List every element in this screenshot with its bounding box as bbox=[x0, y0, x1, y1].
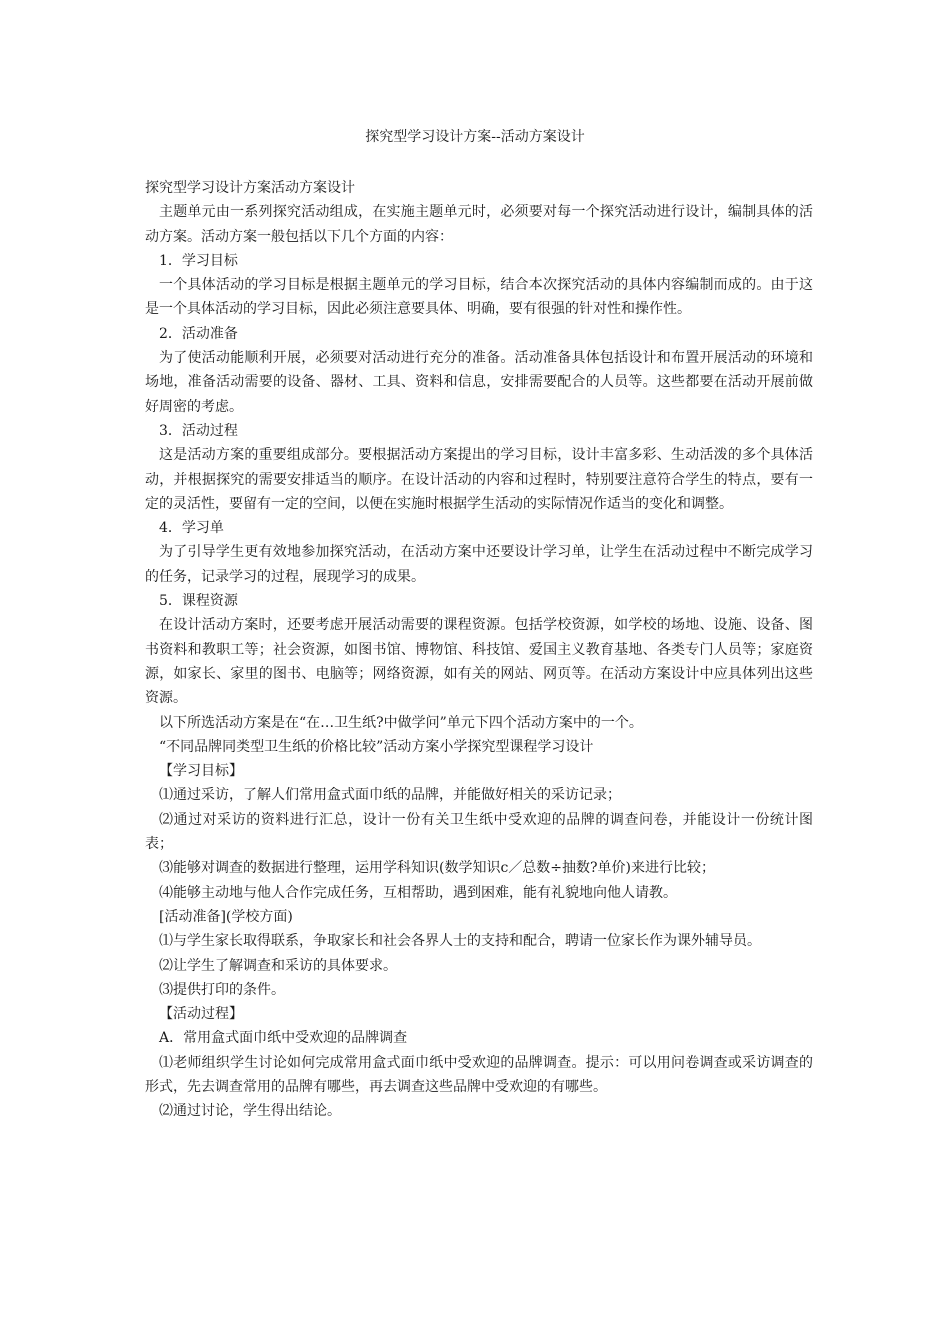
paragraph: ⑵让学生了解调查和采访的具体要求。 bbox=[159, 957, 397, 974]
paragraph: ⑶能够对调查的数据进行整理，运用学科知识(数学知识c／总数÷抽数?单价)来进行比较； bbox=[159, 860, 715, 877]
paragraph: 4．学习单 bbox=[159, 520, 224, 537]
paragraph: “不同品牌同类型卫生纸的价格比较”活动方案小学探究型课程学习设计 bbox=[159, 738, 594, 755]
paragraph: ⑵通过讨论，学生得出结论。 bbox=[159, 1103, 341, 1120]
paragraph: ⑶提供打印的条件。 bbox=[159, 981, 285, 998]
paragraph: 这是活动方案的重要组成部分。要根据活动方案提出的学习目标，设计丰富多彩、生动活泼的多个具体活动，并根据探究的需要安排适当的顺序。在设计活动的内容和过程时，特别要注意符合学生的特点，要有一定的灵活性，要留有一定的空间，以便在实施时根据学生活动的实际情况作适当的变化和调整。 bbox=[145, 447, 813, 512]
paragraph: [活动准备](学校方面) bbox=[159, 908, 293, 925]
paragraph: ⑵通过对采访的资料进行汇总，设计一份有关卫生纸中受欢迎的品牌的调查问卷，并能设计一份统计图表； bbox=[145, 811, 813, 853]
paragraph: 主题单元由一系列探究活动组成，在实施主题单元时，必须要对每一个探究活动进行设计，编制具体的活动方案。活动方案一般包括以下几个方面的内容： bbox=[145, 204, 813, 245]
document-title: 探究型学习设计方案--活动方案设计 bbox=[365, 129, 585, 145]
paragraph: 为了引导学生更有效地参加探究活动，在活动方案中还要设计学习单，让学生在活动过程中不断完成学习的任务，记录学习的过程，展现学习的成果。 bbox=[145, 544, 813, 585]
document-body bbox=[145, 176, 813, 1124]
paragraph: 1．学习目标 bbox=[159, 252, 238, 269]
paragraph: A．常用盒式面巾纸中受欢迎的品牌调查 bbox=[159, 1030, 408, 1047]
paragraph: ⑴与学生家长取得联系，争取家长和社会各界人士的支持和配合，聘请一位家长作为课外辅导员。 bbox=[159, 933, 761, 950]
paragraph: 2．活动准备 bbox=[159, 325, 238, 342]
paragraph: 【活动过程】 bbox=[159, 1006, 243, 1023]
paragraph: 以下所选活动方案是在“在…卫生纸?中做学问”单元下四个活动方案中的一个。 bbox=[159, 714, 643, 731]
paragraph: 一个具体活动的学习目标是根据主题单元的学习目标，结合本次探究活动的具体内容编制而成的。由于这是一个具体活动的学习目标，因此必须注意要具体、明确，要有很强的针对性和操作性。 bbox=[145, 277, 813, 318]
paragraph: 3．活动过程 bbox=[159, 422, 238, 439]
paragraph: 探究型学习设计方案活动方案设计 bbox=[145, 180, 355, 196]
paragraph: 在设计活动方案时，还要考虑开展活动需要的课程资源。包括学校资源，如学校的场地、设施、设备、图书资料和教职工等；社会资源，如图书馆、博物馆、科技馆、爱国主义教育基地、各类专门人员等；家庭资源，如家长、家里的图书、电脑等；网络资源，如有关的网站、网页等。在活动方案设计中应具体列出这些资源。 bbox=[145, 617, 813, 707]
paragraph: ⑴通过采访，了解人们常用盒式面巾纸的品牌，并能做好相关的采访记录； bbox=[159, 787, 621, 804]
paragraph: 【学习目标】 bbox=[159, 763, 243, 780]
paragraph: ⑴老师组织学生讨论如何完成常用盒式面巾纸中受欢迎的品牌调查。提示：可以用问卷调查或采访调查的形式，先去调查常用的品牌有哪些，再去调查这些品牌中受欢迎的有哪些。 bbox=[145, 1054, 813, 1095]
paragraph: 为了使活动能顺利开展，必须要对活动进行充分的准备。活动准备具体包括设计和布置开展活动的环境和场地，准备活动需要的设备、器材、工具、资料和信息，安排需要配合的人员等。这些都要在活动开展前做好周密的考虑。 bbox=[145, 350, 813, 415]
paragraph: ⑷能够主动地与他人合作完成任务，互相帮助，遇到困难，能有礼貌地向他人请教。 bbox=[159, 884, 677, 901]
paragraph: 5．课程资源 bbox=[159, 593, 238, 610]
